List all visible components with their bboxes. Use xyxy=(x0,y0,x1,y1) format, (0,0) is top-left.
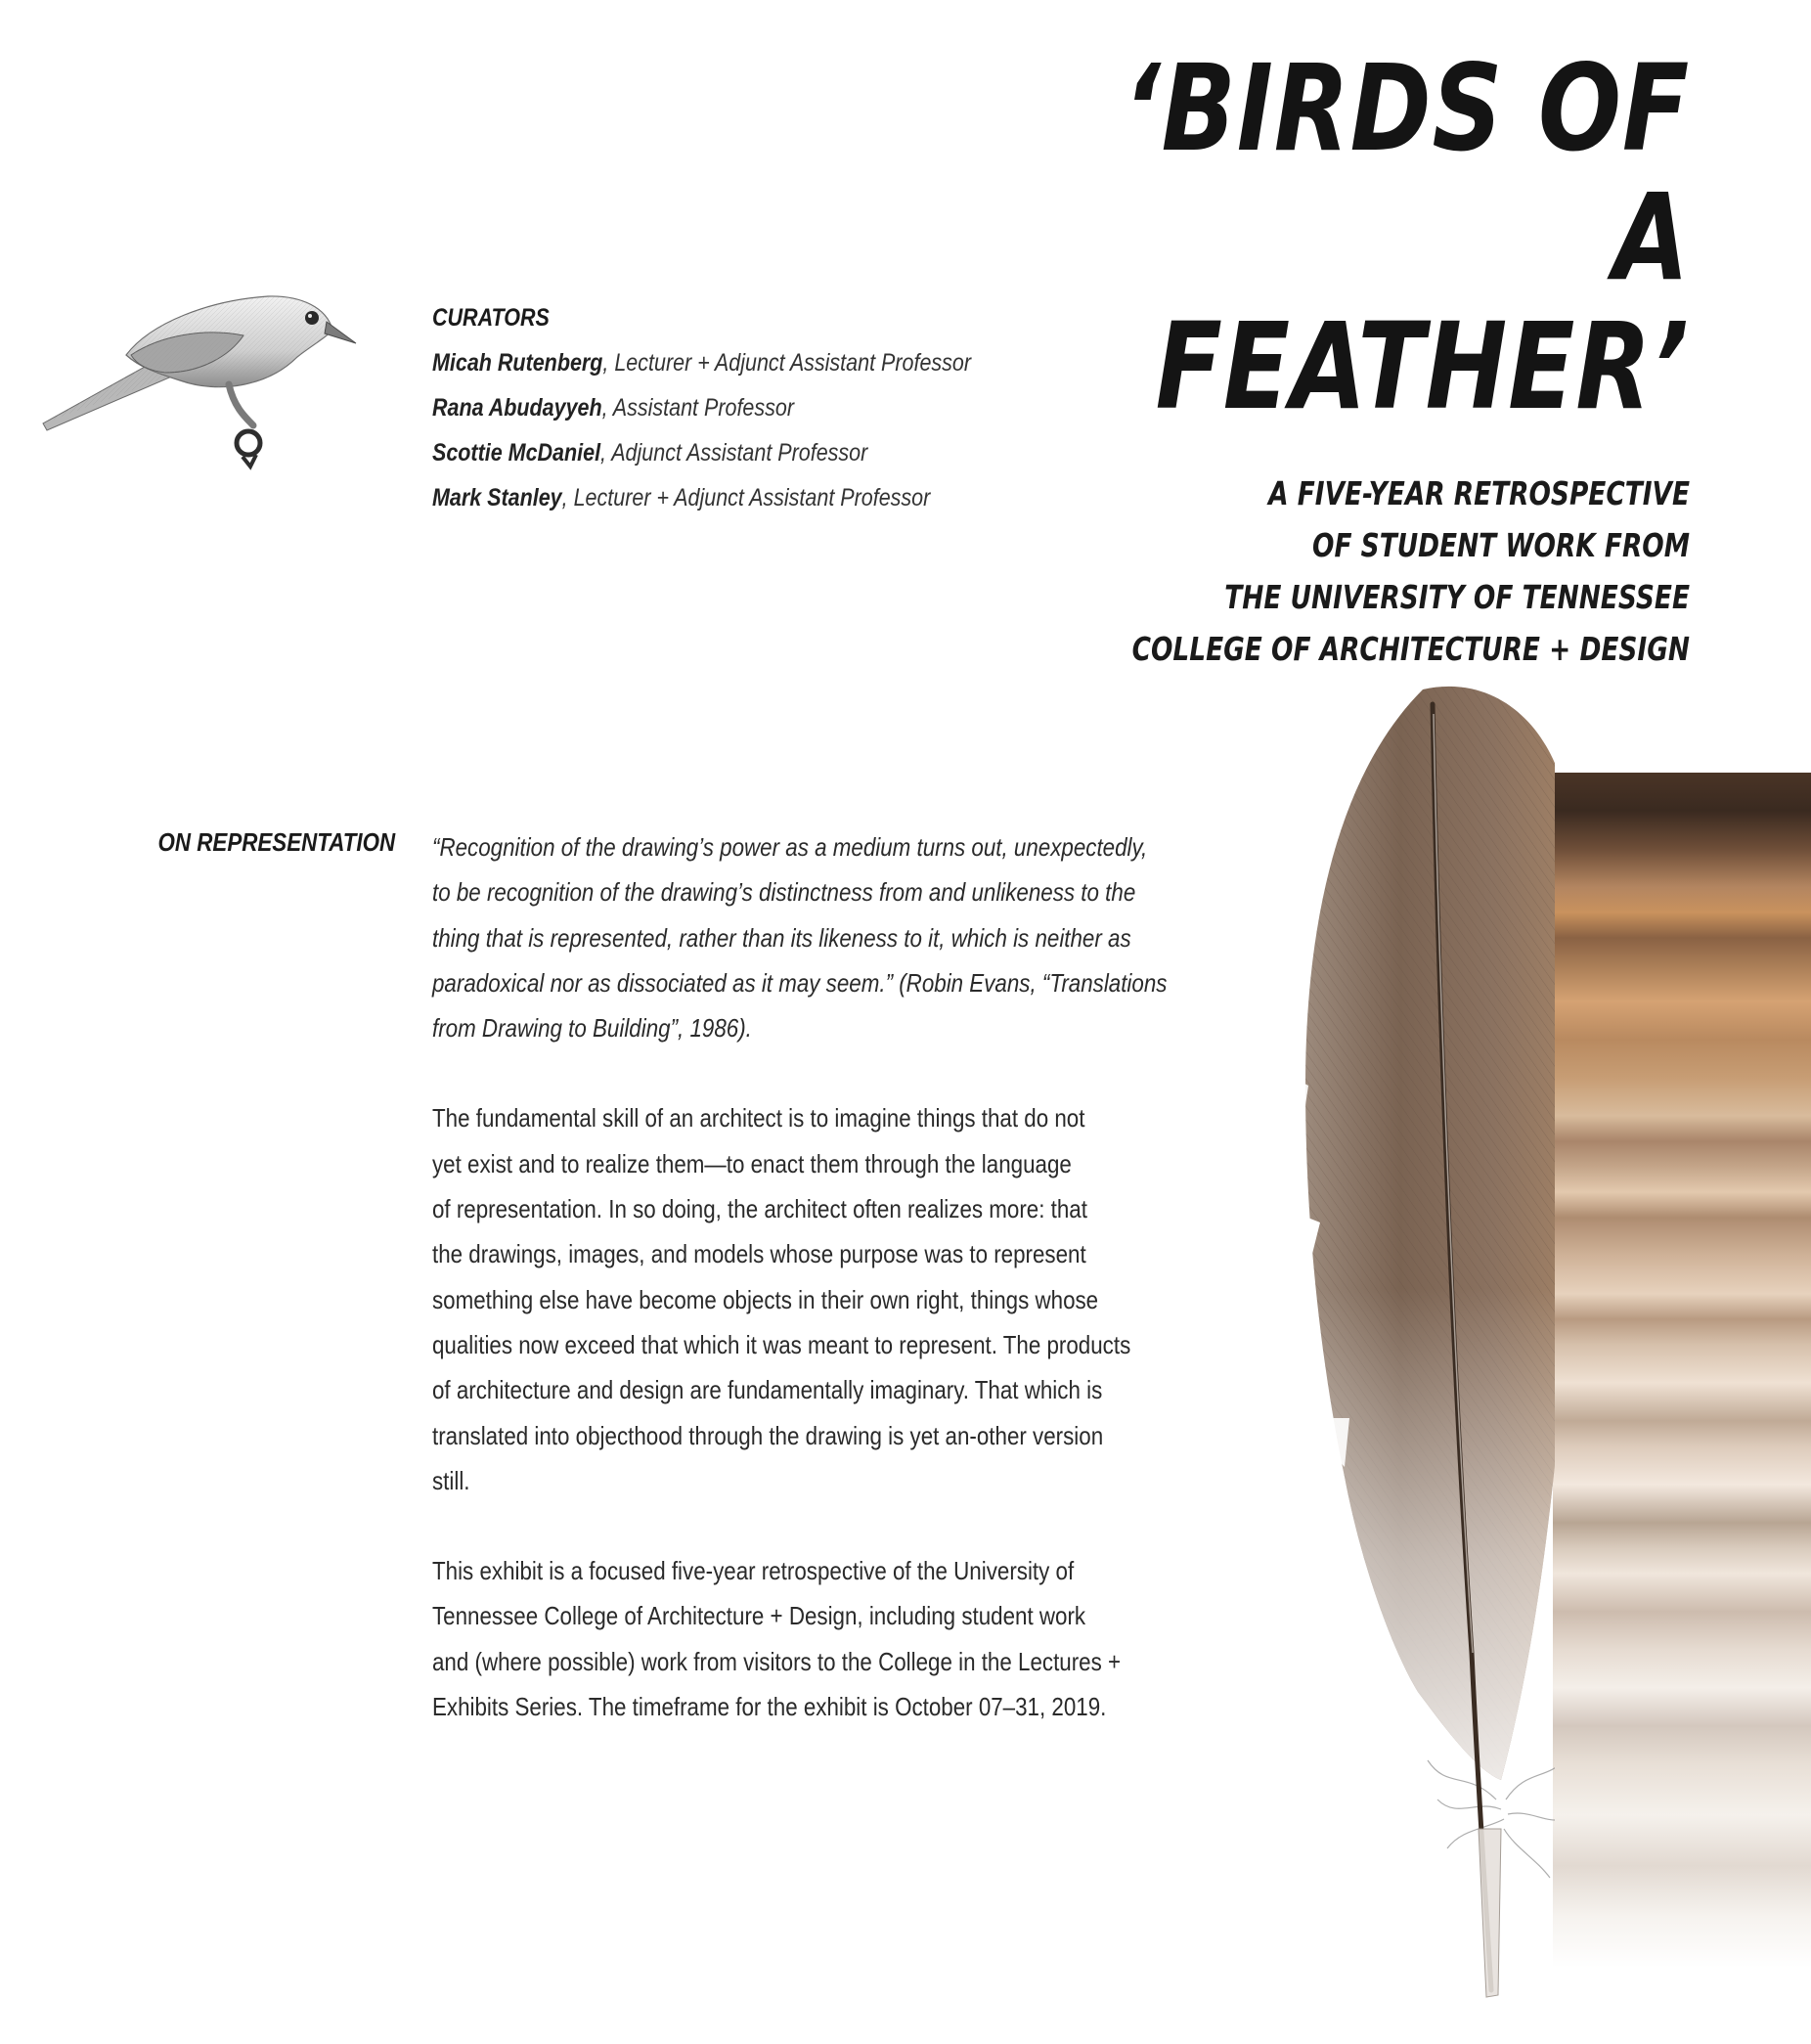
exhibit-title-line-1: ‘BIRDS OF A xyxy=(1123,39,1690,307)
feather-image xyxy=(1252,675,1811,2003)
paragraph-line: translated into objecthood through the drawing is yet an-other version xyxy=(432,1420,1104,1450)
body-text xyxy=(432,824,1172,1774)
paragraph-line: the drawings, images, and models whose purpose was to represent xyxy=(432,1239,1086,1269)
curator-name: Mark Stanley xyxy=(432,484,562,511)
paragraph-line: Tennessee College of Architecture + Design, including student work xyxy=(432,1601,1086,1631)
curator-role: , Assistant Professor xyxy=(601,394,795,422)
curators-heading: CURATORS xyxy=(432,304,550,332)
paragraph-line: something else have become objects in their own right, things whose xyxy=(432,1284,1099,1314)
curator-entry xyxy=(432,475,970,520)
quote-line: paradoxical nor as dissociated as it may seem.” (Robin Evans, “Translations xyxy=(432,967,1168,998)
exhibit-title-line-2: FEATHER’ xyxy=(1155,297,1690,436)
curator-role: , Adjunct Assistant Professor xyxy=(600,439,868,467)
curator-name: Micah Rutenberg xyxy=(432,349,603,377)
section-label: ON REPRESENTATION xyxy=(157,827,395,857)
feather-illustration xyxy=(1252,675,1811,2003)
paragraph-line: still. xyxy=(432,1465,470,1495)
quote-line: from Drawing to Building”, 1986). xyxy=(432,1013,752,1044)
paragraph-line: Exhibits Series. The timeframe for the exhibit is October 07–31, 2019. xyxy=(432,1692,1107,1722)
curator-entry xyxy=(432,430,970,475)
subtitle-line: OF STUDENT WORK FROM xyxy=(1312,526,1690,564)
curator-entry xyxy=(432,385,970,430)
paragraph-line: qualities now exceed that which it was meant to represent. The products xyxy=(432,1329,1131,1359)
paragraph-line: The fundamental skill of an architect is to imagine things that do not xyxy=(432,1103,1085,1133)
paragraph-line: yet exist and to realize them—to enact them through the language xyxy=(432,1148,1072,1178)
paragraph-line: This exhibit is a focused five-year retrospective of the University of xyxy=(432,1556,1075,1586)
curator-name: Rana Abudayyeh xyxy=(432,394,602,422)
body-paragraph-2 xyxy=(432,1548,1172,1729)
curator-entry xyxy=(432,340,970,385)
exhibit-title xyxy=(1033,39,1690,436)
subtitle-line: A FIVE-YEAR RETROSPECTIVE xyxy=(1268,474,1690,512)
paragraph-line: of architecture and design are fundamentally imaginary. That which is xyxy=(432,1375,1103,1405)
bird-illustration xyxy=(33,279,366,474)
paragraph-line: and (where possible) work from visitors to the College in the Lectures + xyxy=(432,1646,1122,1676)
intro-quote xyxy=(432,824,1172,1050)
curator-role: , Lecturer + Adjunct Assistant Professor xyxy=(561,484,931,511)
curator-role: , Lecturer + Adjunct Assistant Professor xyxy=(602,349,972,377)
body-paragraph-1 xyxy=(432,1095,1172,1503)
quote-line: thing that is represented, rather than its likeness to it, which is neither as xyxy=(432,922,1131,953)
paragraph-line: of representation. In so doing, the architect often realizes more: that xyxy=(432,1194,1087,1224)
title-block xyxy=(888,39,1690,675)
quote-line: “Recognition of the drawing’s power as a medium turns out, unexpectedly, xyxy=(432,832,1148,862)
exhibit-subtitle xyxy=(1048,467,1690,675)
subtitle-line: THE UNIVERSITY OF TENNESSEE xyxy=(1224,578,1690,616)
quote-line: to be recognition of the drawing’s distinctness from and unlikeness to the xyxy=(432,877,1136,908)
subtitle-line: COLLEGE OF ARCHITECTURE + DESIGN xyxy=(1131,630,1690,668)
curator-name: Scottie McDaniel xyxy=(432,439,601,467)
curators-list xyxy=(432,295,970,520)
